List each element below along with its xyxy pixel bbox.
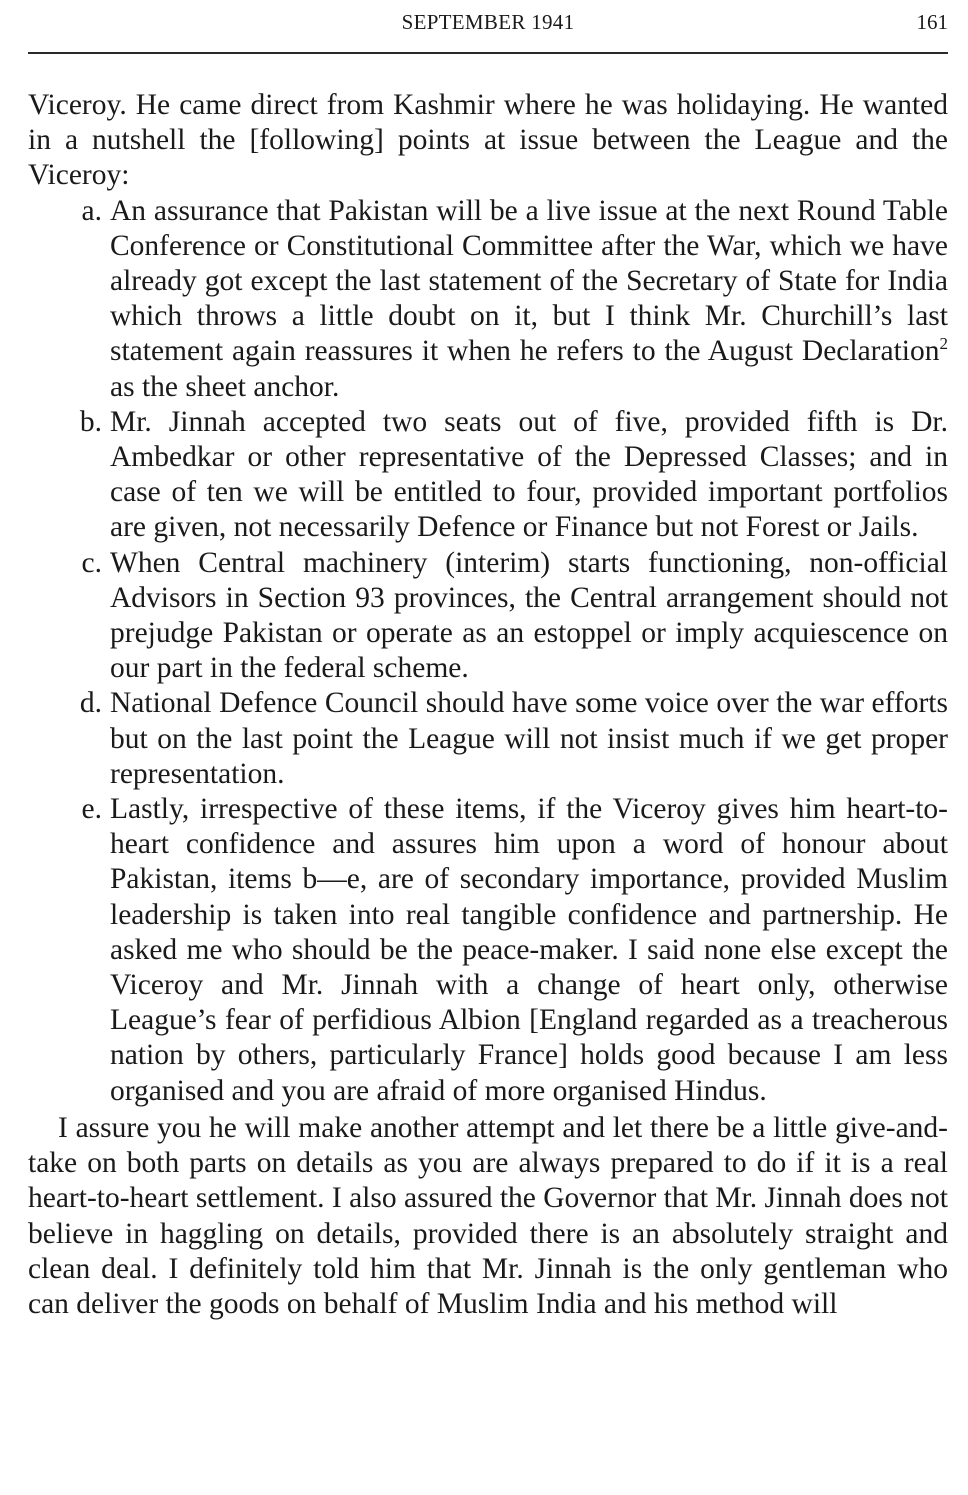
list-item-text: An assurance that Pakistan will be a live issue at the next Round Table Conference or Constitutional Committee after the War, which we have already got except the last statement of the Secretary of State for India which throws a little doubt on it, but I think Mr. Churchill’s last statement again reassures it when he refers to the August Declaration xyxy=(110,194,948,368)
list-marker: b. xyxy=(79,405,102,438)
list-item-b xyxy=(28,405,948,546)
list-item-text: National Defence Council should have some voice over the war efforts but on the last point the League will not insist much if we get proper representation. xyxy=(110,687,948,790)
footnote-reference: 2 xyxy=(939,334,948,354)
list-marker: a. xyxy=(81,194,102,227)
list-item-text: Lastly, irrespective of these items, if the Viceroy gives him heart-to-heart confidence and assures him upon a word of honour about Pakistan, items b—e, are of secondary importance, provided Muslim leadership is taken into real tangible confidence and partnership. He asked me who should be the peace-maker. I said none else except the Viceroy and Mr. Jinnah with a change of heart only, otherwise League’s fear of perfidious Albion [England regarded as a treacherous nation by others, particularly France] holds good because I am less organised and you are afraid of more organised Hindus. xyxy=(110,793,948,1107)
list-item-text-continued: as the sheet anchor. xyxy=(110,370,340,403)
list-marker: e. xyxy=(81,793,102,826)
list-item-e xyxy=(28,792,948,1109)
list-marker: c. xyxy=(81,546,102,579)
intro-paragraph: Viceroy. He came direct from Kashmir where he was holidaying. He wanted in a nutshell the [following] points at issue between the League and the Viceroy: xyxy=(28,89,948,192)
list-item-text: When Central machinery (interim) starts functioning, non-official Advisors in Section 93 provinces, the Central arrangement should not prejudge Pakistan or operate as an estoppel or imply acquiescence on our part in the federal scheme. xyxy=(110,546,948,685)
list-item-d xyxy=(28,686,948,792)
running-title: SEPTEMBER 1941 xyxy=(401,10,575,34)
page-number: 161 xyxy=(916,10,948,34)
book-page xyxy=(28,0,948,1322)
list-marker: d. xyxy=(79,687,102,720)
list-item-a xyxy=(28,194,948,405)
closing-paragraph: I assure you he will make another attempt and let there be a little give-and-take on both parts on details as you are always prepared to do if it is a real heart-to-heart settlement. I also assured the Governor that Mr. Jinnah does not believe in haggling on details, provided there is an absolutely straight and clean deal. I definitely told him that Mr. Jinnah is the only gentleman who can deliver the goods on behalf of Muslim India and his method will xyxy=(28,1111,948,1320)
list-item-c xyxy=(28,546,948,687)
running-head xyxy=(28,0,948,54)
list-item-text: Mr. Jinnah accepted two seats out of five, provided fifth is Dr. Ambedkar or other representative of the Depressed Classes; and in case of ten we will be entitled to four, provided important portfolios are given, not necessarily Defence or Finance but not Forest or Jails. xyxy=(110,405,948,544)
points-list xyxy=(28,194,948,1109)
letter-body xyxy=(28,88,948,1322)
